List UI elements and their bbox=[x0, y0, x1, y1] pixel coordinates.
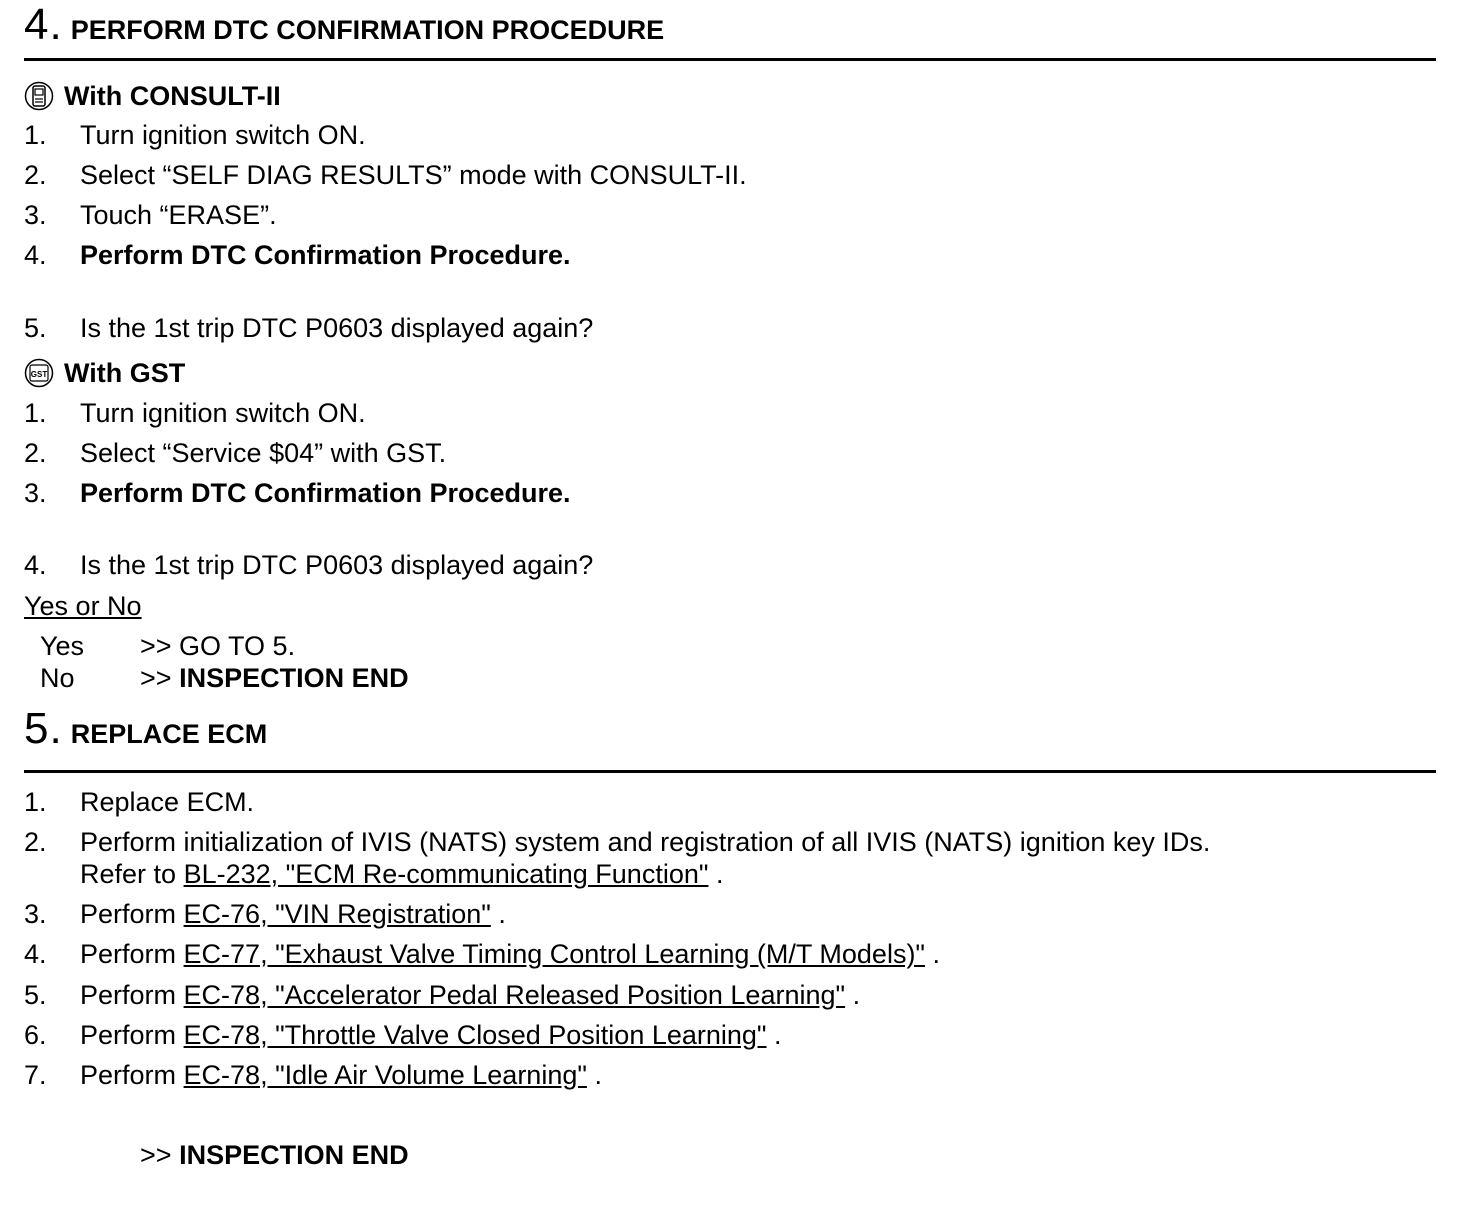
no-value: INSPECTION END bbox=[179, 663, 409, 693]
gst-step-2 bbox=[24, 437, 446, 469]
gst-step-3 bbox=[24, 477, 571, 509]
ref-suffix: . bbox=[498, 899, 506, 929]
step-number: 4. bbox=[24, 240, 47, 270]
step-text: Is the 1st trip DTC P0603 displayed again? bbox=[80, 313, 594, 343]
step-number: 3. bbox=[24, 899, 47, 929]
gst-icon bbox=[24, 358, 54, 388]
step-text: Perform DTC Confirmation Procedure. bbox=[80, 478, 571, 508]
ec-76-link[interactable]: EC-76, "VIN Registration" bbox=[183, 899, 491, 929]
step-text: Perform bbox=[80, 1020, 177, 1050]
no-prefix: >> bbox=[140, 663, 172, 693]
ref-prefix: Refer to bbox=[80, 859, 177, 889]
step-number: 1. bbox=[24, 120, 47, 150]
bl-232-link[interactable]: BL-232, "ECM Re-communicating Function" bbox=[183, 859, 709, 889]
step-text: Select “Service $04” with GST. bbox=[80, 438, 447, 468]
gst-step-4 bbox=[24, 549, 593, 581]
yes-row bbox=[40, 630, 295, 662]
step-text: Perform bbox=[80, 980, 177, 1010]
inspection-end-final bbox=[140, 1139, 409, 1171]
ec-78-throttle-link[interactable]: EC-78, "Throttle Valve Closed Position Learning" bbox=[183, 1020, 767, 1050]
ref-suffix: . bbox=[594, 1060, 602, 1090]
step-number: 6. bbox=[24, 1020, 47, 1050]
step-number: 5. bbox=[24, 313, 47, 343]
step5-header bbox=[24, 704, 1436, 773]
consult-step-4 bbox=[24, 239, 571, 271]
step5-step-2 bbox=[24, 826, 1210, 858]
step-text: Is the 1st trip DTC P0603 displayed again? bbox=[80, 550, 594, 580]
step5-step-1 bbox=[24, 786, 254, 818]
yes-value: >> GO TO 5. bbox=[140, 631, 296, 661]
step-text: Perform DTC Confirmation Procedure. bbox=[80, 240, 571, 270]
step-number: 2. bbox=[24, 160, 47, 190]
step-number: 1. bbox=[24, 398, 47, 428]
ref-suffix: . bbox=[852, 980, 861, 1010]
step5-step-3 bbox=[24, 898, 506, 930]
step-number: 7. bbox=[24, 1060, 47, 1090]
ref-suffix: . bbox=[715, 859, 724, 889]
step-text: Perform initialization of IVIS (NATS) system and registration of all IVIS (NATS) ignition key IDs. bbox=[80, 827, 1211, 857]
step-number: 3. bbox=[24, 200, 47, 230]
step5-step-7 bbox=[24, 1059, 602, 1091]
yes-or-no-label: Yes or No bbox=[24, 591, 142, 621]
step-text: Turn ignition switch ON. bbox=[80, 398, 366, 428]
consult-step-2 bbox=[24, 159, 747, 191]
gst-heading bbox=[24, 357, 185, 389]
end-prefix: >> bbox=[140, 1140, 172, 1170]
svg-text:GST: GST bbox=[30, 370, 48, 379]
step4-number: 4. bbox=[24, 0, 63, 49]
step-text: Perform bbox=[80, 939, 177, 969]
step-text: Perform bbox=[80, 1060, 177, 1090]
consult-step-5 bbox=[24, 312, 593, 344]
step5-step-5 bbox=[24, 979, 860, 1011]
consult-heading-text: With CONSULT-II bbox=[64, 81, 281, 111]
gst-step-1 bbox=[24, 397, 366, 429]
gst-heading-text: With GST bbox=[64, 358, 186, 388]
step5-step-2-ref bbox=[80, 858, 723, 890]
step5-title: REPLACE ECM bbox=[70, 719, 268, 749]
step-number: 4. bbox=[24, 550, 47, 580]
step-text: Select “SELF DIAG RESULTS” mode with CONSULT-II. bbox=[80, 160, 747, 190]
ec-78-idle-air-link[interactable]: EC-78, "Idle Air Volume Learning" bbox=[183, 1060, 587, 1090]
ec-77-link[interactable]: EC-77, "Exhaust Valve Timing Control Learning (M/T Models)" bbox=[183, 939, 926, 969]
step-number: 4. bbox=[24, 939, 47, 969]
step5-number: 5. bbox=[24, 704, 63, 753]
yes-key: Yes bbox=[40, 631, 85, 661]
step5-step-4 bbox=[24, 938, 940, 970]
step-number: 5. bbox=[24, 980, 47, 1010]
step-number: 3. bbox=[24, 478, 47, 508]
ec-78-accelerator-link[interactable]: EC-78, "Accelerator Pedal Released Position Learning" bbox=[183, 980, 846, 1010]
ref-suffix: . bbox=[774, 1020, 782, 1050]
ref-suffix: . bbox=[932, 939, 941, 969]
no-row bbox=[40, 662, 409, 694]
consult-step-3 bbox=[24, 199, 277, 231]
step4-header bbox=[24, 0, 1436, 61]
step4-title: PERFORM DTC CONFIRMATION PROCEDURE bbox=[70, 15, 665, 45]
consult-heading bbox=[24, 80, 281, 112]
step-text: Perform bbox=[80, 899, 177, 929]
step-number: 1. bbox=[24, 787, 47, 817]
step-number: 2. bbox=[24, 827, 47, 857]
consult-step-1 bbox=[24, 119, 366, 151]
step-number: 2. bbox=[24, 438, 47, 468]
no-key: No bbox=[40, 663, 75, 693]
step5-step-6 bbox=[24, 1019, 782, 1051]
consult-icon bbox=[24, 81, 54, 111]
end-text: INSPECTION END bbox=[179, 1140, 409, 1170]
step-text: Turn ignition switch ON. bbox=[80, 120, 366, 150]
step-text: Touch “ERASE”. bbox=[80, 200, 277, 230]
step-text: Replace ECM. bbox=[80, 787, 255, 817]
